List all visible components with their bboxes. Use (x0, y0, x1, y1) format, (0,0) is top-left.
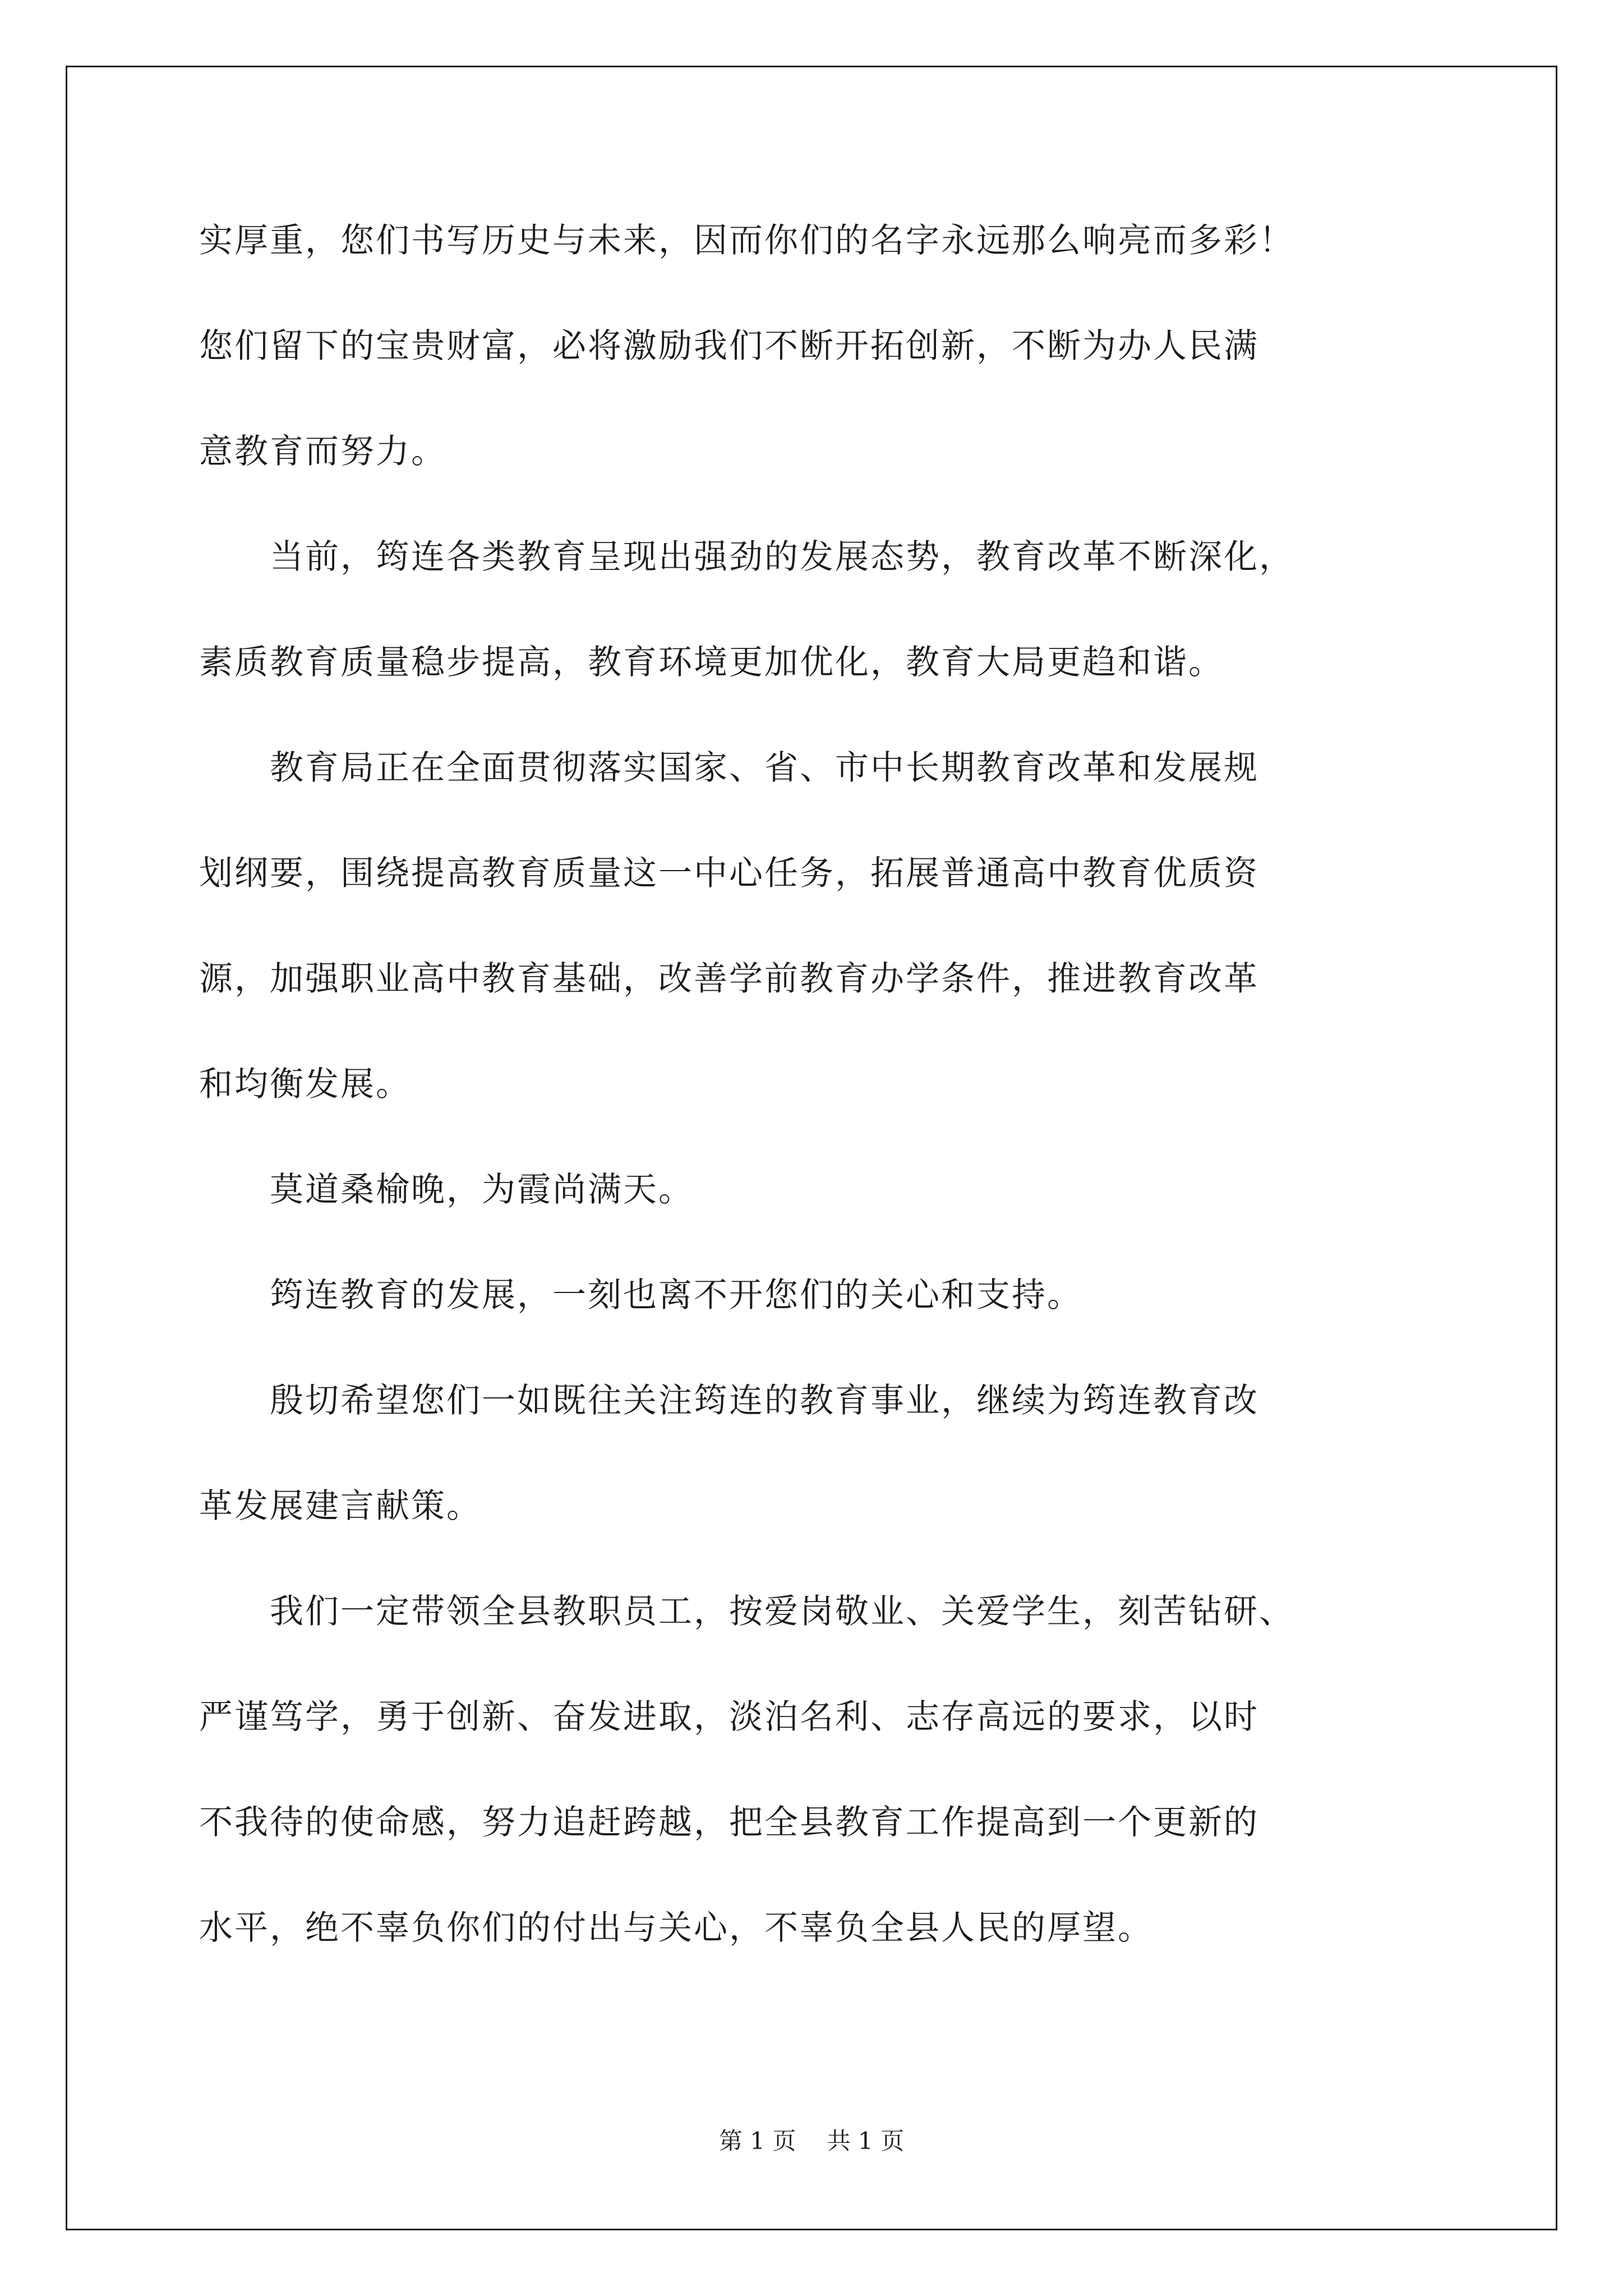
text-line: 实厚重，您们书写历史与未来，因而你们的名字永远那么响亮而多彩！ (199, 221, 1294, 260)
text-line: 水平，绝不辜负你们的付出与关心，不辜负全县人民的厚望。 (199, 1908, 1153, 1948)
text-line: 教育局正在全面贯彻落实国家、省、市中长期教育改革和发展规 (199, 748, 1259, 788)
text-line: 革发展建言献策。 (199, 1487, 482, 1526)
text-line: 不我待的使命感，努力追赶跨越，把全县教育工作提高到一个更新的 (199, 1803, 1259, 1842)
text-line: 划纲要，围绕提高教育质量这一中心任务，拓展普通高中教育优质资 (199, 854, 1259, 893)
text-line: 和均衡发展。 (199, 1065, 411, 1104)
text-line: 素质教育质量稳步提高，教育环境更加优化，教育大局更趋和谐。 (199, 643, 1224, 682)
text-line: 莫道桑榆晚，为霞尚满天。 (199, 1170, 694, 1209)
text-line: 殷切希望您们一如既往关注筠连的教育事业，继续为筠连教育改 (199, 1381, 1259, 1420)
text-line: 我们一定带领全县教职员工，按爱岗敬业、关爱学生，刻苦钻研、 (199, 1592, 1294, 1631)
text-line: 严谨笃学，勇于创新、奋发进取，淡泊名利、志存高远的要求，以时 (199, 1697, 1259, 1737)
page-footer (0, 2127, 1623, 2155)
text-line: 筠连教育的发展，一刻也离不开您们的关心和支持。 (199, 1276, 1082, 1315)
text-line: 意教育而努力。 (199, 432, 446, 471)
text-line: 当前，筠连各类教育呈现出强劲的发展态势，教育改革不断深化， (199, 537, 1294, 577)
page-number-label: 第 1 页 共 1 页 (718, 2127, 905, 2155)
text-line: 您们留下的宝贵财富，必将激励我们不断开拓创新，不断为办人民满 (199, 326, 1259, 366)
text-line: 源，加强职业高中教育基础，改善学前教育办学条件，推进教育改革 (199, 959, 1259, 999)
